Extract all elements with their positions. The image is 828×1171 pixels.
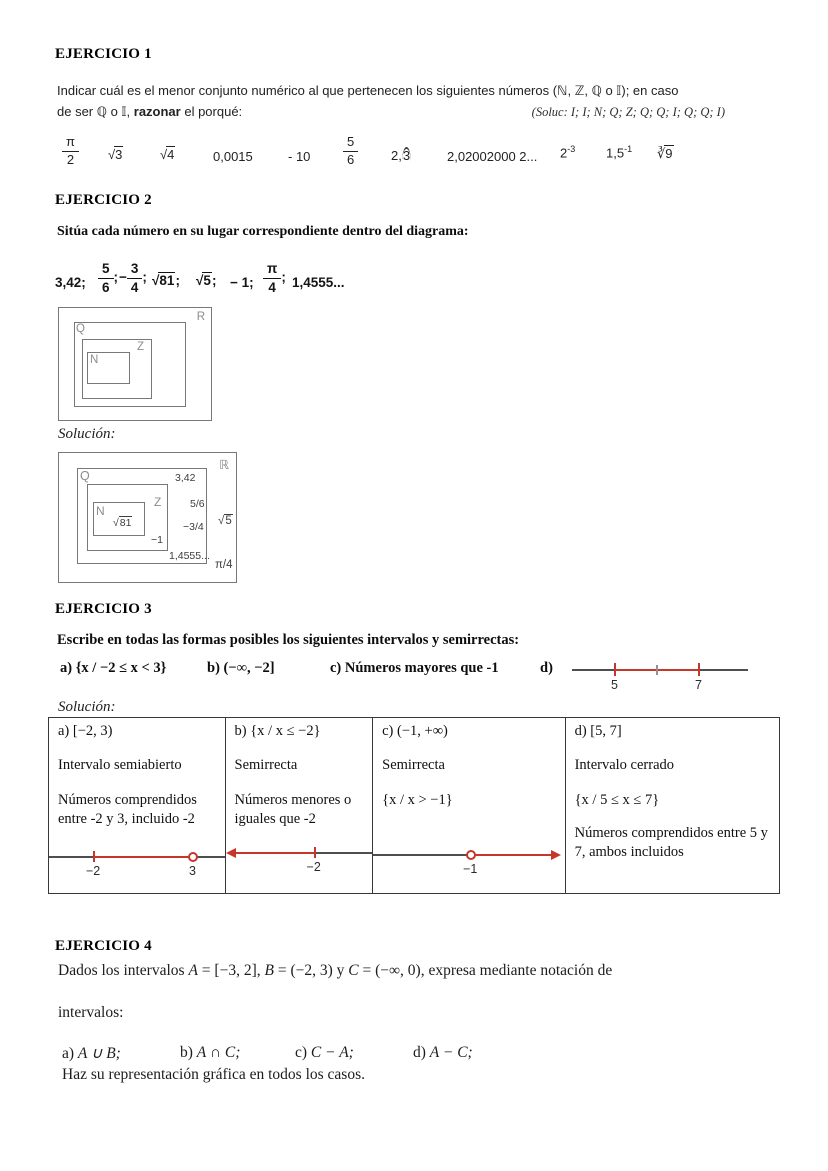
- cell-a-description: Números comprendidos entre -2 y 3, incluido -2: [58, 792, 197, 828]
- interval-A: A: [188, 962, 198, 979]
- cell-c-kind: Semirrecta: [382, 757, 445, 773]
- cell-d-interval: d) [5, 7]: [574, 723, 622, 739]
- exercise-4-statement-line2: intervalos:: [58, 1004, 124, 1021]
- exercise-2-solution-label: Solución:: [58, 426, 116, 442]
- numberline-leq-minus2: [226, 846, 373, 878]
- number-sqrt-3: √3: [108, 147, 123, 162]
- number-2-comma-3-periodic: 2,3: [391, 148, 411, 163]
- table-cell-c: [373, 718, 565, 893]
- exercise-3-item-d-label: d): [540, 660, 553, 676]
- table-cell-d: [566, 718, 779, 893]
- exercise-4-item-b: b) A ∩ C;: [180, 1044, 241, 1061]
- exercise-2-instruction: Sitúa cada número en su lugar correspondiente dentro del diagrama:: [57, 224, 469, 239]
- cell-b-interval: b) {x / x ≤ −2}: [234, 723, 321, 739]
- exercise-3-item-b: b) (−∞, −2]: [207, 660, 275, 676]
- cell-d-kind: Intervalo cerrado: [574, 757, 675, 773]
- razonar-bold: razonar: [133, 104, 181, 120]
- set-label-Z: Z: [154, 495, 162, 509]
- number-1-5-pow-minus-1: $1,5^{-1}$: [606, 144, 633, 161]
- ex2-number-minus-1: − 1;: [230, 275, 254, 290]
- red-segment: [475, 854, 551, 857]
- number-5-over-6: $\frac{5}{6}$: [343, 135, 358, 168]
- exercise-4-footer: Haz su representación gráfica en todos los casos.: [62, 1066, 365, 1083]
- value-pi-over-4: π/4: [215, 559, 233, 571]
- tick-minus2: [93, 851, 95, 862]
- label-minus1: −1: [463, 862, 478, 876]
- set-label-N: N: [96, 504, 105, 518]
- set-label-Q: Q: [80, 469, 90, 483]
- exercise-4-item-a: a) A ∪ B;: [62, 1045, 121, 1062]
- ex2-number-sqrt-5: √5;: [196, 273, 217, 288]
- cell-b-description: Números menores o iguales que -2: [234, 792, 352, 828]
- interval-B: B: [264, 962, 274, 979]
- value-minus-3-over-4: −3/4: [183, 521, 204, 533]
- exercise-4-title: EJERCICIO 4: [55, 938, 152, 954]
- label-minus2: −2: [306, 860, 321, 874]
- value-3-42: 3,42: [175, 472, 196, 484]
- cell-a-interval: a) [−2, 3): [58, 723, 113, 739]
- numberline-5-7: [572, 655, 750, 695]
- cell-c-description: {x / x > −1}: [382, 792, 453, 808]
- cell-d-description: Números comprendidos entre 5 y 7, ambos incluidos: [574, 825, 768, 861]
- set-label-N: N: [90, 354, 99, 366]
- exercise-1-title: EJERCICIO 1: [55, 46, 152, 62]
- exercise-4-statement-line1: Dados los intervalos A = [−3, 2], B = (−2, 3) y C = (−∞, 0), expresa mediante notación de: [58, 962, 613, 979]
- ex2-number-minus-3-over-4: − $\frac{3}{4}$ ;: [119, 261, 147, 295]
- value-sqrt-5: √5: [218, 515, 232, 527]
- exercise-2-title: EJERCICIO 2: [55, 192, 152, 208]
- ex2-number-sqrt-81: √81;: [152, 273, 180, 288]
- ex2-number-3-42: 3,42;: [55, 275, 86, 290]
- cell-b-kind: Semirrecta: [234, 757, 298, 773]
- value-5-over-6: 5/6: [190, 498, 205, 510]
- ex2-number-1-4555: 1,4555...: [292, 275, 345, 290]
- intervals-solution-table: [48, 717, 780, 894]
- set-label-R: R: [196, 311, 205, 323]
- table-cell-b: [226, 718, 374, 893]
- sets-diagram-empty: [58, 307, 212, 421]
- exercise-1-statement-line1: Indicar cuál es el menor conjunto numérico al que pertenecen los siguientes números (ℕ, ℤ, ℚ o 𝕀); en caso: [57, 83, 679, 98]
- cell-a-kind: Intervalo semiabierto: [58, 757, 182, 773]
- cell-c-interval: c) (−1, +∞): [382, 723, 448, 739]
- exercise-4-item-c: c) C − A;: [295, 1044, 354, 1061]
- exercise-1-solutions-note: (Soluc: I; I; N; Q; Z; Q; Q; I; Q; Q; I): [531, 105, 725, 120]
- set-label-Z: Z: [137, 341, 145, 353]
- interval-C: C: [348, 962, 359, 979]
- exercise-3-instruction: Escribe en todas las formas posibles los siguientes intervalos y semirrectas:: [57, 632, 520, 648]
- exercise-1-statement: [57, 80, 725, 123]
- label-7: 7: [695, 678, 702, 692]
- set-label-R: ℝ: [219, 458, 229, 472]
- sets-diagram-solution: [58, 452, 237, 583]
- label-3: 3: [189, 864, 196, 878]
- exercise-3-item-c: c) Números mayores que -1: [330, 660, 499, 676]
- label-minus2: −2: [86, 864, 101, 878]
- table-cell-a: [49, 718, 226, 893]
- number-pi-over-2: $\frac{\pi}{2}$: [62, 135, 79, 168]
- red-segment: [94, 856, 192, 859]
- open-circle-3: [188, 852, 198, 862]
- value-sqrt-81: √81: [113, 517, 132, 529]
- exercise-1-statement-line2: [57, 101, 725, 123]
- value-minus-1: −1: [151, 534, 163, 546]
- numberline-axis: [373, 854, 467, 856]
- ex2-number-pi-over-4: $\frac{\pi}{4}$ ;: [263, 261, 286, 295]
- red-segment: [234, 852, 316, 855]
- numberline-minus2-3: [49, 850, 225, 882]
- value-1-4555: 1,4555...: [169, 550, 210, 562]
- arrow-right-icon: [551, 850, 561, 860]
- number-minus-10: - 10: [288, 149, 311, 164]
- tick-6: [656, 665, 658, 675]
- exercise-3-title: EJERCICIO 3: [55, 601, 152, 617]
- number-2-pow-minus-3: $2^{-3}$: [560, 144, 576, 161]
- exercise-3-item-a: a) {x / −2 ≤ x < 3}: [60, 660, 167, 676]
- arrow-left-icon: [226, 848, 236, 858]
- number-sqrt-4: √4: [160, 147, 175, 162]
- label-5: 5: [611, 678, 618, 692]
- number-0-0015: 0,0015: [213, 149, 253, 164]
- ex2-number-5-over-6: $\frac{5}{6}$ ;: [98, 261, 118, 295]
- numberline-axis: [316, 852, 373, 854]
- numberline-gt-minus1: [373, 848, 564, 880]
- tick-minus2: [314, 847, 316, 858]
- exercise-1-statement-line2-text: de ser ℚ o 𝕀, razonar el porqué:: [57, 104, 243, 120]
- cell-d-set-notation: {x / 5 ≤ x ≤ 7}: [574, 792, 660, 808]
- number-2-02002000: 2,02002000 2...: [447, 149, 538, 164]
- number-cbrt-9: ∛9: [657, 146, 673, 161]
- set-label-Q: Q: [76, 323, 85, 335]
- exercise-3-solution-label: Solución:: [58, 699, 116, 715]
- tick-7: [698, 663, 700, 676]
- exercise-4-item-d: d) A − C;: [413, 1044, 473, 1061]
- tick-5: [614, 663, 616, 676]
